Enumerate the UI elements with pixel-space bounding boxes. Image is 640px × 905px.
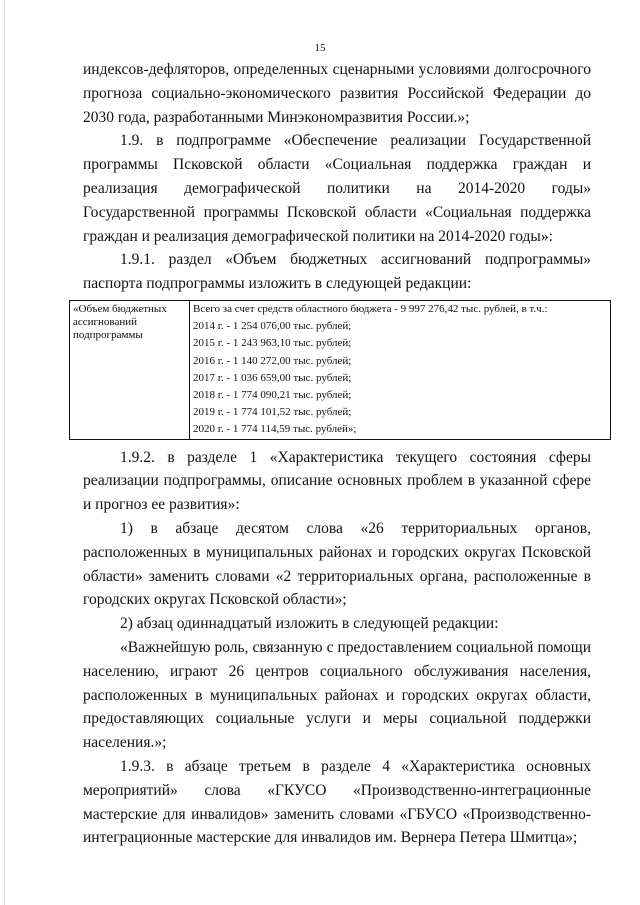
paragraph: 1) в абзаце десятом слова «26 территориальных органов, расположенных в муниципальных районах и городских округах Псковской области» заменить словами «2 территориальных органа, расположенные в городских округах Псковской области»;: [83, 519, 591, 609]
budget-year-item: 2015 г. - 1 243 963,10 тыс. рублей;: [193, 337, 352, 350]
budget-year-item: 2018 г. - 1 774 090,21 тыс. рублей;: [193, 388, 352, 401]
budget-year-item: 2020 г. - 1 774 114,59 тыс. рублей»;: [193, 423, 357, 436]
paragraph: 2) абзац одиннадцатый изложить в следующей редакции:: [120, 615, 499, 633]
budget-values-cell: [190, 300, 611, 439]
table-row: [70, 300, 611, 439]
budget-year-item: 2016 г. - 1 140 272,00 тыс. рублей;: [193, 354, 352, 367]
budget-label-cell: «Объем бюджетных ассигнований подпрограммы: [70, 300, 190, 439]
budget-year-item: 2017 г. - 1 036 659,00 тыс. рублей;: [193, 371, 352, 384]
paragraph: 1.9.2. в разделе 1 «Характеристика текущего состояния сферы реализации подпрограммы, описание основных проблем в указанной сфере и прогноз ее развития»:: [83, 448, 591, 514]
page-number: 15: [314, 42, 326, 54]
scan-edge: [4, 0, 5, 905]
budget-year-item: 2019 г. - 1 774 101,52 тыс. рублей;: [193, 406, 352, 419]
paragraph: «Важнейшую роль, связанную с предоставлением социальной помощи населению, играют 26 центров социального обслуживания населения, расположенных в муниципальных районах и городских округах области, предоставляющих социальные услуги и меры социальной поддержки населения.»;: [83, 638, 591, 752]
paragraph: индексов-дефляторов, определенных сценарными условиями долгосрочного прогноза социально-экономического развития Российской Федерации до 2030 года, разработанными Минэкономразвития России.»;: [83, 61, 591, 126]
paragraph: 1.9.1. раздел «Объем бюджетных ассигнований подпрограммы» паспорта подпрограммы изложить в следующей редакции:: [83, 251, 591, 293]
paragraph: 1.9.3. в абзаце третьем в разделе 4 «Характеристика основных мероприятий» слова «ГКУСО «Производственно-интеграционные мастерские для инвалидов» заменить словами «ГБУСО «Производственно-интеграционные мастерские для инвалидов им. Вернера Петера Шмитца»;: [83, 757, 591, 847]
budget-table: [69, 300, 611, 440]
budget-total: Всего за счет средств областного бюджета - 9 997 276,42 тыс. рублей, в т.ч.:: [193, 302, 548, 315]
budget-year-item: 2014 г. - 1 254 076,00 тыс. рублей;: [193, 320, 352, 333]
document-body: [73, 58, 591, 850]
paragraph: 1.9. в подпрограмме «Обеспечение реализации Государственной программы Псковской области «Социальная поддержка граждан и реализация демографической политики на 2014-2020 годы» Государственной программы Псковской области «Социальная поддержка граждан и реализация демографической политики на 2014-2020 годы»:: [83, 132, 591, 245]
